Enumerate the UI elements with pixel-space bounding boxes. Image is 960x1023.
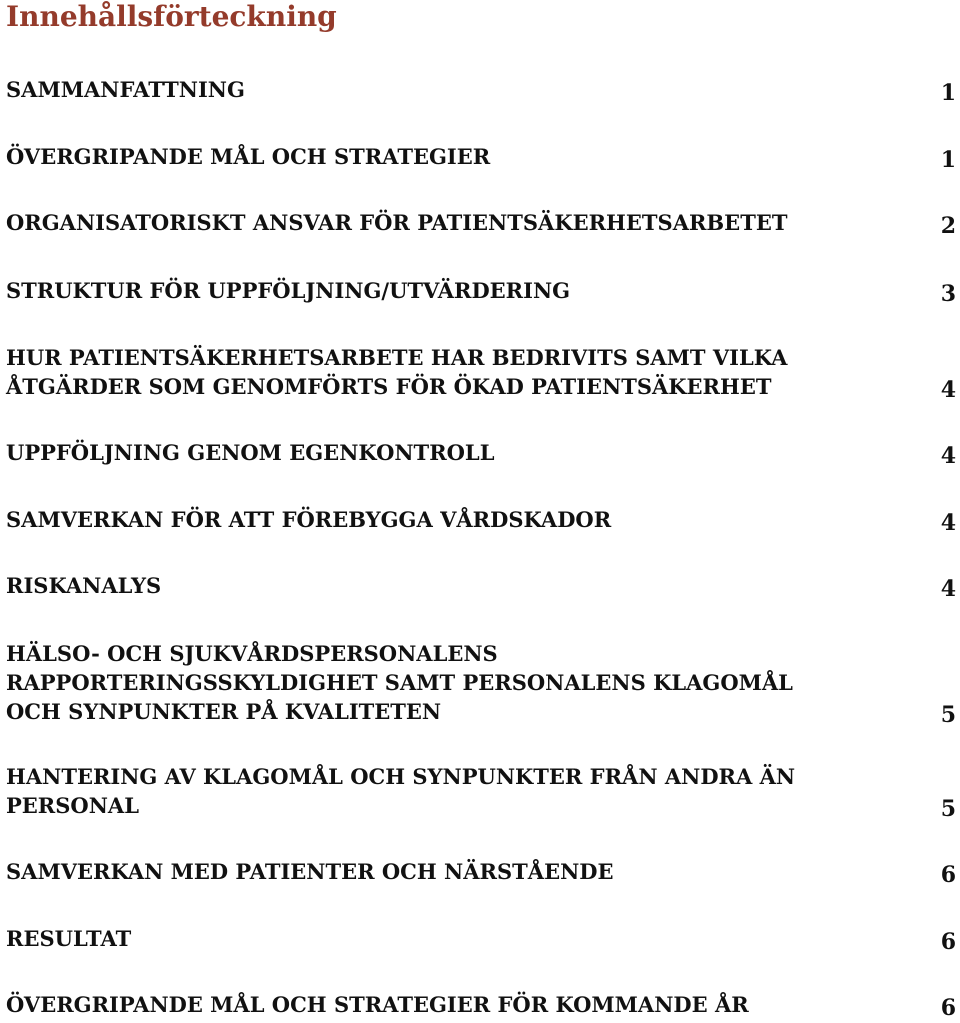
toc-entry-text: HANTERING AV KLAGOMÅL OCH SYNPUNKTER FRÅN ANDRA ÄN PERSONAL	[6, 764, 796, 818]
toc-entry-text: ÖVERGRIPANDE MÅL OCH STRATEGIER	[6, 144, 491, 169]
toc-entry-page-number: 1	[940, 147, 956, 173]
toc-entry-resultat[interactable]	[6, 924, 956, 953]
toc-entry-sammanfattning[interactable]	[6, 75, 956, 104]
toc-entry-page-number: 6	[940, 995, 956, 1021]
toc-entry-page-number: 6	[940, 929, 956, 955]
toc-entry-page-number: 4	[940, 377, 956, 403]
toc-entry-hantering-klagomal[interactable]	[6, 762, 956, 820]
toc-entry-text: SAMVERKAN FÖR ATT FÖREBYGGA VÅRDSKADOR	[6, 507, 612, 532]
toc-entry-page-number: 4	[940, 510, 956, 536]
toc-entry-struktur-uppfoljning[interactable]	[6, 276, 956, 305]
toc-entry-text: STRUKTUR FÖR UPPFÖLJNING/UTVÄRDERING	[6, 278, 571, 303]
toc-entry-text: SAMVERKAN MED PATIENTER OCH NÄRSTÅENDE	[6, 859, 614, 884]
toc-entry-page-number: 5	[940, 796, 956, 822]
toc-entry-text: HUR PATIENTSÄKERHETSARBETE HAR BEDRIVITS SAMT VILKA ÅTGÄRDER SOM GENOMFÖRTS FÖR ÖKAD PATIENTSÄKERHET	[6, 345, 788, 399]
toc-entry-text: SAMMANFATTNING	[6, 77, 245, 102]
toc-entry-page-number: 6	[940, 862, 956, 888]
toc-entry-overgripande-mal[interactable]	[6, 142, 956, 171]
toc-entry-text: ORGANISATORISKT ANSVAR FÖR PATIENTSÄKERHETSARBETET	[6, 210, 788, 235]
toc-heading: Innehållsförteckning	[6, 0, 337, 33]
toc-entry-text: RESULTAT	[6, 926, 132, 951]
toc-entry-page-number: 2	[940, 213, 956, 239]
toc-entry-text: ÖVERGRIPANDE MÅL OCH STRATEGIER FÖR KOMMANDE ÅR	[6, 992, 749, 1017]
toc-entry-halso-sjukvardspersonalens[interactable]	[6, 639, 956, 726]
toc-entry-uppfoljning-egenkontroll[interactable]	[6, 438, 956, 467]
toc-entry-samverkan-patienter[interactable]	[6, 857, 956, 886]
toc-entry-riskanalys[interactable]	[6, 571, 956, 600]
toc-entry-text: RISKANALYS	[6, 573, 162, 598]
toc-entry-page-number: 4	[940, 443, 956, 469]
toc-entry-text: UPPFÖLJNING GENOM EGENKONTROLL	[6, 440, 495, 465]
toc-entry-hur-patientsakerhetsarbete[interactable]	[6, 343, 956, 401]
toc-entry-samverkan-vardskador[interactable]	[6, 505, 956, 534]
toc-entry-page-number: 4	[940, 576, 956, 602]
toc-entry-page-number: 1	[940, 80, 956, 106]
toc-entry-page-number: 5	[940, 702, 956, 728]
toc-entry-text: HÄLSO- OCH SJUKVÅRDSPERSONALENS RAPPORTERINGSSKYLDIGHET SAMT PERSONALENS KLAGOMÅL OCH SYNPUNKTER PÅ KVALITETEN	[6, 641, 793, 724]
toc-entry-page-number: 3	[940, 281, 956, 307]
toc-entry-organisatoriskt-ansvar[interactable]	[6, 208, 956, 237]
toc-entry-overgripande-kommande-ar[interactable]	[6, 990, 956, 1019]
